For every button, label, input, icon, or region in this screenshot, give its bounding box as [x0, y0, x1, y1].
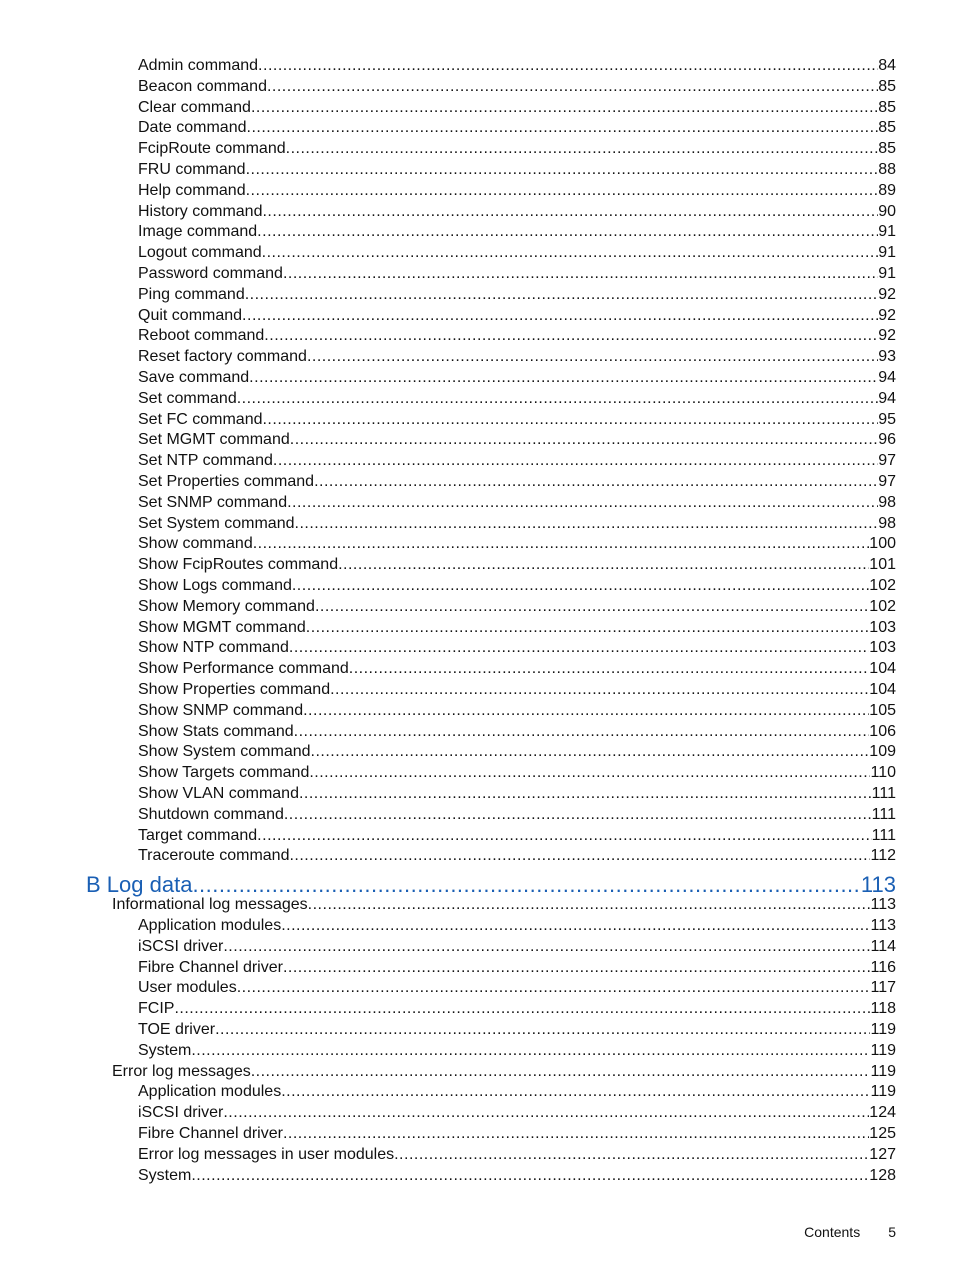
- dot-leader: [284, 805, 872, 825]
- dot-leader: [223, 937, 870, 957]
- toc-entry[interactable]: [138, 1103, 896, 1123]
- toc-entry-page: 93: [878, 348, 896, 366]
- toc-entry[interactable]: [138, 160, 896, 180]
- toc-entry-label: Quit command: [138, 306, 243, 324]
- dot-leader: [253, 534, 870, 554]
- toc-entry[interactable]: [138, 722, 896, 742]
- toc-entry-page: 98: [878, 493, 896, 511]
- toc-entry[interactable]: [138, 701, 896, 721]
- toc-entry-page: 84: [878, 57, 896, 74]
- dot-leader: [303, 701, 869, 721]
- toc-entry[interactable]: [138, 389, 896, 409]
- toc-entry[interactable]: [138, 742, 896, 762]
- toc-entry[interactable]: [138, 1041, 896, 1061]
- dot-leader: [394, 1145, 869, 1165]
- toc-entry-page: 85: [878, 140, 896, 158]
- dot-leader: [299, 784, 872, 804]
- toc-entry-page: 103: [869, 639, 896, 657]
- toc-entry[interactable]: [138, 181, 896, 201]
- toc-entry-label: Set SNMP command: [138, 493, 288, 511]
- toc-entry[interactable]: [138, 98, 896, 118]
- toc-entry-label: Show NTP command: [138, 639, 289, 657]
- toc-entry-label: Set Properties command: [138, 473, 315, 490]
- toc-entry-label: Set command: [138, 389, 237, 407]
- toc-entry-page: 104: [869, 660, 896, 678]
- toc-entry[interactable]: [138, 451, 896, 471]
- dot-leader: [245, 285, 878, 305]
- toc-entry-page: 118: [870, 1000, 896, 1018]
- toc-entry-page: 102: [869, 597, 896, 615]
- toc-entry-label: User modules: [138, 979, 237, 997]
- footer-page-number: 5: [888, 1224, 896, 1240]
- toc-entry-label: Show Memory command: [138, 597, 315, 615]
- toc-entry-label: System: [138, 1041, 192, 1059]
- toc-entry-label: Show Targets command: [138, 764, 310, 782]
- dot-leader: [237, 389, 878, 409]
- toc-entry[interactable]: [138, 285, 896, 305]
- toc-entry-page: 98: [878, 514, 896, 532]
- toc-entry[interactable]: [138, 937, 896, 957]
- toc-entry-page: 97: [878, 473, 896, 490]
- toc-entry-label: Set System command: [138, 514, 295, 532]
- toc-entry-page: 91: [878, 244, 896, 262]
- toc-entry-page: 119: [870, 1041, 896, 1059]
- toc-entry-page: 101: [869, 556, 896, 574]
- dot-leader: [349, 659, 870, 679]
- toc-entry-label: Set NTP command: [138, 452, 273, 470]
- dot-leader: [242, 306, 878, 326]
- toc-entry-page: 127: [869, 1145, 896, 1163]
- toc-entry[interactable]: [138, 326, 896, 346]
- dot-leader: [338, 555, 869, 575]
- toc-entry[interactable]: [138, 1020, 896, 1040]
- toc-entry-label: Date command: [138, 119, 247, 137]
- toc-entry-label: Target command: [138, 826, 258, 844]
- dot-leader: [251, 98, 878, 118]
- dot-leader: [290, 430, 878, 450]
- toc-entry[interactable]: [138, 56, 896, 76]
- dot-leader: [314, 472, 878, 492]
- toc-entry[interactable]: [138, 264, 896, 284]
- dot-leader: [249, 368, 878, 388]
- dot-leader: [257, 826, 872, 846]
- dot-leader: [191, 1166, 869, 1186]
- dot-leader: [273, 451, 878, 471]
- toc-entry[interactable]: [138, 202, 896, 222]
- toc-entry-page: 90: [878, 202, 896, 220]
- toc-entry[interactable]: [138, 430, 896, 450]
- toc-entry-label: Set MGMT command: [138, 431, 290, 449]
- toc-entry-page: 106: [869, 722, 896, 740]
- toc-entry-label: Error log messages: [112, 1062, 251, 1080]
- dot-leader: [295, 514, 879, 534]
- toc-entry[interactable]: [138, 999, 896, 1019]
- toc-entry[interactable]: [138, 1145, 896, 1165]
- toc-entry-label: iSCSI driver: [138, 1104, 224, 1122]
- toc-entry-label: B Log data: [86, 872, 193, 898]
- toc-entry-page: 111: [871, 785, 896, 802]
- toc-entry[interactable]: [138, 978, 896, 998]
- toc-entry[interactable]: [138, 77, 896, 97]
- dot-leader: [330, 680, 869, 700]
- toc-entry[interactable]: [138, 597, 896, 617]
- toc-entry-label: Fibre Channel driver: [138, 958, 283, 976]
- toc-entry-page: 105: [869, 701, 896, 719]
- toc-entry-label: TOE driver: [138, 1021, 216, 1038]
- toc-entry-page: 94: [878, 369, 896, 386]
- toc-entry[interactable]: [138, 534, 896, 554]
- footer-section-label: Contents: [804, 1224, 861, 1240]
- dot-leader: [308, 895, 871, 915]
- toc-entry-label: Reboot command: [138, 327, 265, 345]
- toc-entry[interactable]: [138, 493, 896, 513]
- toc-entry-label: FCIP: [138, 1000, 175, 1018]
- dot-leader: [289, 638, 869, 658]
- toc-entry-page: 117: [870, 979, 896, 997]
- toc-entry[interactable]: [138, 680, 896, 700]
- toc-entry-page: 92: [878, 306, 896, 324]
- dot-leader: [247, 118, 879, 138]
- dot-leader: [283, 264, 878, 284]
- toc-entry-page: 124: [869, 1104, 896, 1122]
- toc-entry-page: 119: [870, 1062, 896, 1080]
- toc-entry-label: Show System command: [138, 743, 311, 761]
- toc-entry-page: 112: [870, 847, 896, 865]
- toc-entry-label: Show VLAN command: [138, 785, 299, 802]
- toc-entry[interactable]: [138, 1124, 896, 1144]
- toc-entry-page: 119: [870, 1021, 896, 1038]
- toc-entry-page: 88: [878, 161, 896, 178]
- dot-leader: [267, 77, 878, 97]
- toc-entry-page: 111: [871, 805, 896, 823]
- dot-leader: [262, 243, 879, 263]
- dot-leader: [174, 999, 870, 1019]
- toc-entry[interactable]: [138, 222, 896, 242]
- toc-entry-label: Show Properties command: [138, 681, 331, 698]
- toc-entry[interactable]: [138, 638, 896, 658]
- toc-entry[interactable]: [138, 958, 896, 978]
- toc-entry[interactable]: [138, 306, 896, 326]
- toc-entry-page: 91: [878, 265, 896, 282]
- dot-leader: [283, 1124, 869, 1144]
- toc-entry-page: 119: [870, 1083, 896, 1101]
- toc-entry-page: 113: [870, 917, 896, 934]
- toc-entry[interactable]: [138, 576, 896, 596]
- toc-entry-label: Admin command: [138, 57, 259, 74]
- dot-leader: [262, 202, 878, 222]
- toc-entry-page: 92: [878, 327, 896, 345]
- toc-entry-label: Traceroute command: [138, 847, 290, 865]
- toc-entry-label: Help command: [138, 181, 246, 199]
- toc-entry-page: 91: [878, 223, 896, 241]
- dot-leader: [191, 1041, 870, 1061]
- toc-entry-label: Informational log messages: [112, 896, 308, 914]
- dot-leader: [294, 722, 870, 742]
- dot-leader: [246, 181, 879, 201]
- toc-entry-page: 97: [878, 452, 896, 470]
- toc-entry-page: 85: [878, 77, 896, 95]
- toc-entry-label: Password command: [138, 265, 283, 282]
- toc-entry-label: System: [138, 1166, 192, 1184]
- toc-entry-page: 113: [860, 872, 896, 898]
- toc-entry-page: 89: [878, 181, 896, 199]
- toc-entry[interactable]: [138, 763, 896, 783]
- toc-entry[interactable]: [138, 472, 896, 492]
- toc-entry-label: Show MGMT command: [138, 618, 306, 636]
- toc-entry-label: Save command: [138, 369, 250, 386]
- dot-leader: [289, 846, 870, 866]
- toc-entry-page: 104: [869, 681, 896, 698]
- dot-leader: [315, 597, 869, 617]
- toc-entry-page: 103: [869, 618, 896, 636]
- toc-entry-label: Application modules: [138, 1083, 282, 1101]
- toc-entry-page: 113: [870, 896, 896, 914]
- dot-leader: [215, 1020, 870, 1040]
- toc-entry[interactable]: [138, 243, 896, 263]
- toc-entry-label: Ping command: [138, 285, 245, 303]
- toc-entry[interactable]: [138, 618, 896, 638]
- toc-entry[interactable]: [138, 805, 896, 825]
- dot-leader: [287, 493, 878, 513]
- toc-entry-label: Show SNMP command: [138, 701, 304, 719]
- toc-entry-label: Set FC command: [138, 410, 263, 428]
- toc-entry-page: 109: [869, 743, 896, 761]
- page-footer: [804, 1222, 896, 1242]
- dot-leader: [257, 222, 878, 242]
- dot-leader: [306, 618, 870, 638]
- toc-entry-page: 114: [870, 937, 896, 955]
- toc-section-entry[interactable]: [112, 895, 896, 915]
- dot-leader: [262, 410, 878, 430]
- toc-entry-page: 128: [869, 1166, 896, 1184]
- toc-entry-label: Reset factory command: [138, 348, 307, 366]
- toc-entry-page: 125: [869, 1125, 896, 1142]
- dot-leader: [309, 763, 870, 783]
- toc-entry-label: Show Logs command: [138, 577, 292, 594]
- toc-entry-label: Show Performance command: [138, 660, 349, 678]
- toc-entry[interactable]: [138, 368, 896, 388]
- dot-leader: [281, 1082, 870, 1102]
- dot-leader: [292, 576, 869, 596]
- toc-entry-label: Fibre Channel driver: [138, 1125, 283, 1142]
- toc-entry-label: Beacon command: [138, 77, 267, 95]
- toc-entry-page: 111: [871, 826, 896, 844]
- toc-entry[interactable]: [138, 514, 896, 534]
- dot-leader: [237, 978, 871, 998]
- toc-entry-label: Logout command: [138, 244, 262, 262]
- toc-entry[interactable]: [138, 846, 896, 866]
- toc-entry-label: Show command: [138, 535, 253, 553]
- toc-entry-page: 96: [878, 431, 896, 449]
- toc-entry-page: 116: [870, 958, 896, 976]
- toc-entry[interactable]: [138, 826, 896, 846]
- toc-entry-label: FRU command: [138, 161, 246, 178]
- toc-entry-page: 92: [878, 285, 896, 303]
- toc-entry-label: Show FcipRoutes command: [138, 556, 339, 574]
- toc-entry-label: Show Stats command: [138, 722, 294, 740]
- toc-entry-label: History command: [138, 202, 263, 220]
- dot-leader: [264, 326, 878, 346]
- toc-entry[interactable]: [138, 555, 896, 575]
- toc-entry[interactable]: [138, 1166, 896, 1186]
- dot-leader: [281, 916, 870, 936]
- toc-entry-page: 100: [869, 535, 896, 553]
- toc-entry[interactable]: [138, 659, 896, 679]
- dot-leader: [307, 347, 878, 367]
- toc-entry-page: 85: [878, 119, 896, 137]
- toc-entry[interactable]: [138, 410, 896, 430]
- toc-section-entry[interactable]: [112, 1062, 896, 1082]
- toc-entry-label: iSCSI driver: [138, 937, 224, 955]
- toc-entry[interactable]: [138, 347, 896, 367]
- toc-entry[interactable]: [138, 1082, 896, 1102]
- dot-leader: [223, 1103, 869, 1123]
- dot-leader: [258, 56, 878, 76]
- dot-leader: [283, 958, 871, 978]
- toc-entry-label: Shutdown command: [138, 805, 284, 823]
- toc-entry[interactable]: [138, 139, 896, 159]
- dot-leader: [286, 139, 879, 159]
- dot-leader: [311, 742, 870, 762]
- dot-leader: [246, 160, 879, 180]
- toc-entry[interactable]: [138, 784, 896, 804]
- toc-entry-label: Clear command: [138, 98, 251, 116]
- toc-entry-label: Image command: [138, 223, 258, 241]
- toc-entry-page: 110: [870, 764, 896, 782]
- toc-entry-page: 102: [869, 577, 896, 594]
- toc-entry[interactable]: [138, 118, 896, 138]
- toc-entry-page: 85: [878, 98, 896, 116]
- toc-entry-label: Application modules: [138, 917, 282, 934]
- toc-entry-label: Error log messages in user modules: [138, 1145, 395, 1163]
- toc-entry[interactable]: [138, 916, 896, 936]
- dot-leader: [251, 1062, 871, 1082]
- toc-entry-page: 95: [878, 410, 896, 428]
- toc-entry-label: FcipRoute command: [138, 140, 286, 158]
- toc-entry-page: 94: [878, 389, 896, 407]
